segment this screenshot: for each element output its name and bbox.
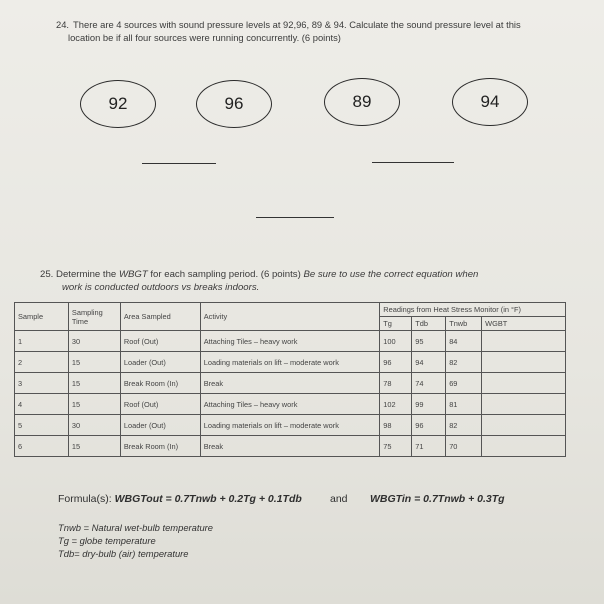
table-row: [15, 331, 566, 352]
formula-indoor: WBGTin = 0.7Tnwb + 0.3Tg: [370, 493, 505, 505]
question-25-text-a: Determine the: [56, 269, 119, 280]
cell-area: Break Room (In): [120, 436, 200, 457]
cell-area: Loader (Out): [120, 352, 200, 373]
cell-tg: 96: [380, 352, 412, 373]
header-sample: Sample: [15, 303, 69, 331]
cell-wgbt[interactable]: [482, 373, 566, 394]
question-25-wbgt: WBGT: [118, 269, 148, 280]
cell-tnwb: 70: [446, 436, 482, 457]
cell-activity: Loading materials on lift – moderate work: [200, 352, 380, 373]
cell-tg: 102: [380, 394, 412, 415]
cell-sample: 3: [15, 373, 69, 394]
definition-tg: Tg = globe temperature: [58, 535, 156, 546]
question-24-number: 24.: [56, 19, 70, 30]
question-25-text-c: Be sure to use the correct equation when: [303, 269, 479, 280]
cell-time: 15: [68, 436, 120, 457]
cell-tg: 78: [380, 373, 412, 394]
cell-tnwb: 84: [446, 331, 482, 352]
header-tg: Tg: [380, 317, 412, 331]
header-sampling-time: Sampling Time: [68, 303, 120, 331]
cell-sample: 1: [15, 331, 69, 352]
question-25: [40, 268, 580, 294]
cell-tg: 98: [380, 415, 412, 436]
cell-tnwb: 81: [446, 394, 482, 415]
cell-wgbt[interactable]: [482, 436, 566, 457]
table-row: [15, 373, 566, 394]
formula-and: and: [330, 493, 348, 505]
table-row: [15, 436, 566, 457]
formula-label: Formula(s):: [58, 493, 115, 505]
cell-wgbt[interactable]: [482, 352, 566, 373]
cell-area: Loader (Out): [120, 415, 200, 436]
cell-tdb: 95: [412, 331, 446, 352]
source-level-96: 96: [196, 80, 272, 128]
table-row: [15, 352, 566, 373]
cell-time: 15: [68, 352, 120, 373]
header-area-sampled: Area Sampled: [120, 303, 200, 331]
cell-activity: Break: [200, 436, 380, 457]
cell-wgbt[interactable]: [482, 415, 566, 436]
cell-tdb: 94: [412, 352, 446, 373]
question-24-line2: location be if all four sources were running concurrently. (6 points): [68, 32, 341, 43]
cell-time: 30: [68, 415, 120, 436]
cell-wgbt[interactable]: [482, 394, 566, 415]
cell-time: 15: [68, 394, 120, 415]
source-level-94: 94: [452, 78, 528, 126]
cell-area: Roof (Out): [120, 394, 200, 415]
cell-tnwb: 82: [446, 352, 482, 373]
formula-outdoor: WBGTout = 0.7Tnwb + 0.2Tg + 0.1Tdb: [114, 493, 302, 505]
table-body: [15, 331, 566, 457]
answer-blank-1[interactable]: [142, 163, 216, 164]
cell-activity: Loading materials on lift – moderate work: [200, 415, 380, 436]
header-tnwb: Tnwb: [446, 317, 482, 331]
cell-tdb: 71: [412, 436, 446, 457]
cell-tdb: 99: [412, 394, 446, 415]
cell-sample: 5: [15, 415, 69, 436]
cell-activity: Attaching Tiles – heavy work: [200, 331, 380, 352]
cell-tg: 75: [380, 436, 412, 457]
header-readings: Readings from Heat Stress Monitor (in °F): [380, 303, 566, 317]
cell-tg: 100: [380, 331, 412, 352]
cell-tdb: 74: [412, 373, 446, 394]
answer-blank-3[interactable]: [256, 217, 334, 218]
question-25-line2: work is conducted outdoors vs breaks indoors.: [62, 282, 260, 293]
cell-area: Break Room (In): [120, 373, 200, 394]
cell-sample: 4: [15, 394, 69, 415]
source-level-92: 92: [80, 80, 156, 128]
cell-activity: Break: [200, 373, 380, 394]
definition-tdb: Tdb= dry-bulb (air) temperature: [58, 548, 189, 559]
question-24-line1: There are 4 sources with sound pressure levels at 92,96, 89 & 94. Calculate the sound pressure level at this: [73, 19, 521, 30]
cell-area: Roof (Out): [120, 331, 200, 352]
cell-tnwb: 69: [446, 373, 482, 394]
table-row: [15, 415, 566, 436]
variable-definitions: [58, 521, 213, 560]
question-25-number: 25.: [40, 269, 54, 280]
header-wgbt: WGBT: [482, 317, 566, 331]
cell-time: 15: [68, 373, 120, 394]
table-row: [15, 394, 566, 415]
header-activity: Activity: [200, 303, 380, 331]
heat-stress-table: [14, 302, 566, 457]
definition-tnwb: Tnwb = Natural wet-bulb temperature: [58, 522, 214, 533]
formulas: [58, 493, 505, 505]
cell-activity: Attaching Tiles – heavy work: [200, 394, 380, 415]
cell-tdb: 96: [412, 415, 446, 436]
question-24: [56, 18, 576, 44]
table-header-row: [15, 303, 566, 317]
cell-sample: 2: [15, 352, 69, 373]
cell-time: 30: [68, 331, 120, 352]
header-tdb: Tdb: [412, 317, 446, 331]
cell-wgbt[interactable]: [482, 331, 566, 352]
question-25-text-b: for each sampling period. (6 points): [147, 269, 304, 280]
cell-tnwb: 82: [446, 415, 482, 436]
cell-sample: 6: [15, 436, 69, 457]
source-level-89: 89: [324, 78, 400, 126]
answer-blank-2[interactable]: [372, 162, 454, 163]
